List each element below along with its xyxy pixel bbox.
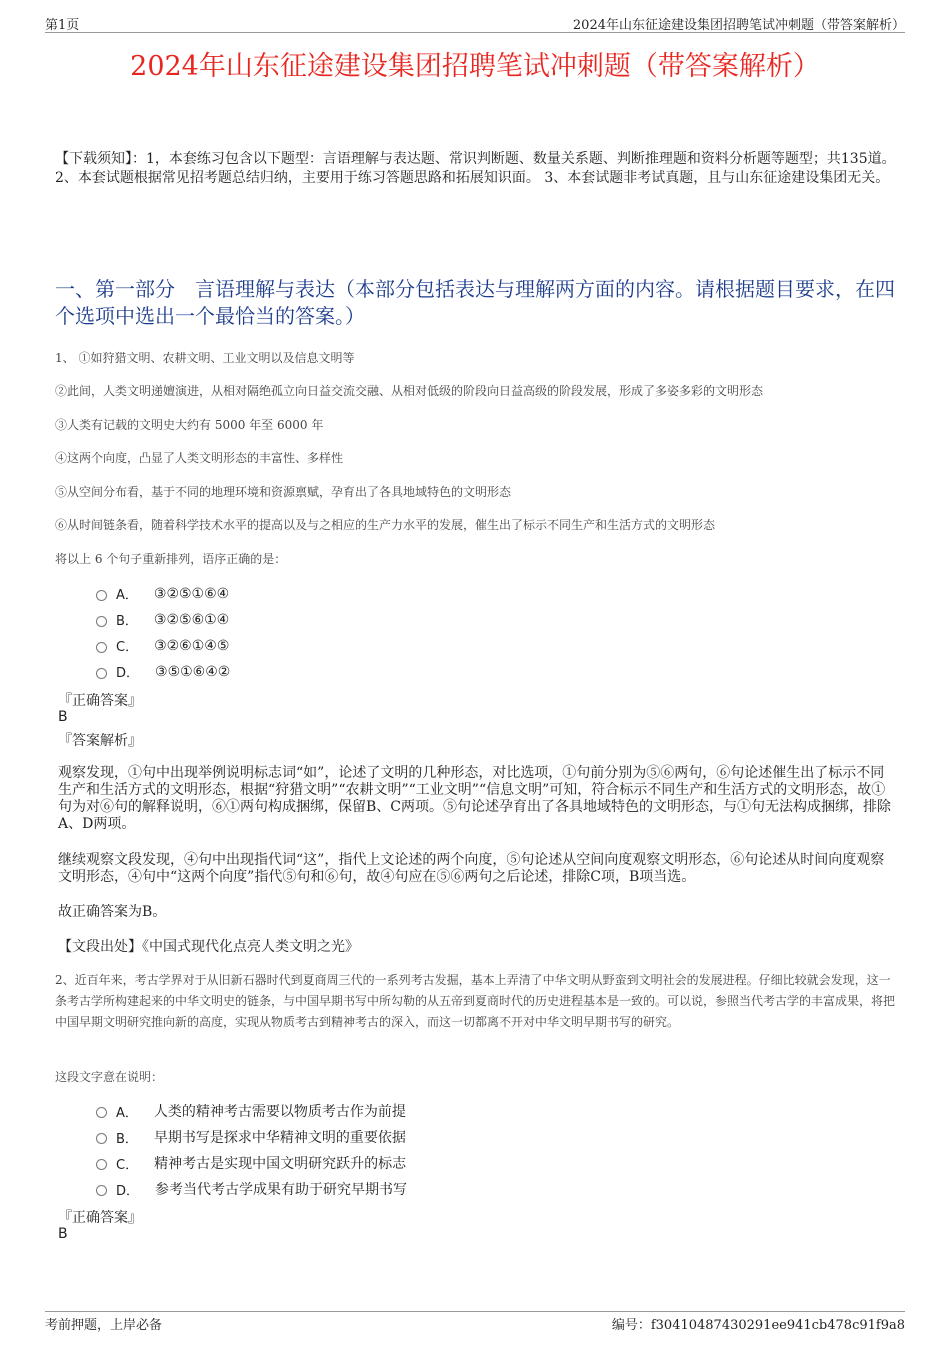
radio-icon[interactable] xyxy=(96,616,107,627)
q1-line-5: ⑤从空间分布看，基于不同的地理环境和资源禀赋，孕育出了各具地域特色的文明形态 xyxy=(55,485,512,499)
radio-icon[interactable] xyxy=(96,590,107,601)
q1-answer-label: 『正确答案』 xyxy=(58,693,142,709)
option-text: 精神考古是实现中国文明研究跃升的标志 xyxy=(154,1156,407,1172)
option-letter: B． xyxy=(116,1131,138,1147)
option-text: 人类的精神考古需要以物质考古作为前提 xyxy=(153,1104,406,1120)
q2-option-b[interactable] xyxy=(96,1127,406,1147)
option-letter: A． xyxy=(116,588,138,603)
page-title: 2024年山东征途建设集团招聘笔试冲刺题（带答案解析） xyxy=(130,51,820,82)
footer-doc-id: 编号：f30410487430291ee941cb478c91f9a8 xyxy=(611,1318,905,1333)
header-divider xyxy=(45,32,905,33)
q2-option-a[interactable] xyxy=(96,1101,406,1121)
q2-option-d[interactable] xyxy=(96,1179,407,1199)
option-text: ③②⑤⑥①④ xyxy=(153,611,230,628)
q2-answer-label: 『正确答案』 xyxy=(58,1210,142,1226)
q1-source: 【文段出处】《中国式现代化点亮人类文明之光》 xyxy=(58,939,359,955)
q2-answer: B xyxy=(58,1226,68,1242)
radio-icon[interactable] xyxy=(96,1107,107,1118)
q1-line-3: ③人类有记载的文明史大约有 5000 年至 6000 年 xyxy=(55,418,324,432)
q1-line-6: ⑥从时间链条看，随着科学技术水平的提高以及与之相应的生产力水平的发展，催生出了标示不同生产和生活方式的文明形态 xyxy=(55,518,716,532)
download-notice: 【下载须知】：1，本套练习包含以下题型：言语理解与表达题、常识判断题、数量关系题、判断推理题和资料分析题等题型；共135道。 2、本套试题根据常见招考题总结归纳，主要用于练习答题思路和拓展知识面。 3、本套试题非考试真题，且与山东征途建设集团无关。 xyxy=(55,151,896,186)
q2-option-c[interactable] xyxy=(96,1153,406,1173)
option-letter: A． xyxy=(116,1105,138,1121)
q1-line-4: ④这两个向度，凸显了人类文明形态的丰富性、多样性 xyxy=(55,451,344,465)
section-heading: 一、第一部分 言语理解与表达（本部分包括表达与理解两方面的内容。请根据题目要求，在四个选项中选出一个最恰当的答案。） xyxy=(55,277,895,328)
q1-analysis-label: 『答案解析』 xyxy=(58,733,142,749)
q1-line-1: 1、 ①如狩猎文明、农耕文明、工业文明以及信息文明等 xyxy=(55,351,355,365)
q1-analysis-conclusion: 故正确答案为B。 xyxy=(58,904,167,920)
option-text: ③⑤①⑥④② xyxy=(155,663,231,680)
q1-line-2: ②此间，人类文明递嬗演进，从相对隔绝孤立向日益交流交融、从相对低级的阶段向日益高级的阶段发展，形成了多姿多彩的文明形态 xyxy=(55,384,764,398)
option-text: 早期书写是探求中华精神文明的重要依据 xyxy=(153,1130,406,1146)
radio-icon[interactable] xyxy=(96,1185,107,1196)
q1-option-d[interactable] xyxy=(96,662,230,681)
option-letter: D． xyxy=(116,1183,140,1199)
q1-analysis-paragraph-1: 观察发现，①句中出现举例说明标志词“如”，论述了文明的几种形态，对比选项，①句前分别为⑤⑥两句，⑥句论述催生出了标示不同生产和生活方式的文明形态，根据“狩猎文明”“农耕文明”“工业文明”“信息文明”可知，符合标示不同生产和生活方式的文明形态，故①句为对⑥句的解释说明，⑥①两句构成捆绑，保留B、C两项。⑤句论述孕育出了各具地域特色的文明形态，与①句无法构成捆绑，排除A、D两项。 xyxy=(58,765,891,832)
footer-divider xyxy=(45,1311,905,1312)
option-letter: D． xyxy=(116,666,140,681)
option-text: 参考当代考古学成果有助于研究早期书写 xyxy=(155,1182,408,1198)
q1-option-a[interactable] xyxy=(96,584,229,603)
q1-question: 将以上 6 个句子重新排列，语序正确的是： xyxy=(55,552,287,566)
q1-answer: B xyxy=(58,709,68,725)
option-letter: C． xyxy=(116,1157,139,1173)
radio-icon[interactable] xyxy=(96,1159,107,1170)
radio-icon[interactable] xyxy=(96,668,107,679)
header-page-number: 第1页 xyxy=(45,18,80,33)
radio-icon[interactable] xyxy=(96,642,107,653)
q2-stem: 2、近百年来，考古学界对于从旧新石器时代到夏商周三代的一系列考古发掘，基本上弄清了中华文明从野蛮到文明社会的发展进程。仔细比较就会发现，这一条考古学所构建起来的中华文明史的链条，与中国早期书写中所勾勒的从五帝到夏商时代的历史进程基本是一致的。可以说，参照当代考古学的丰富成果，将把中国早期文明研究推向新的高度，实现从物质考古到精神考古的深入，而这一切都离不开对中华文明早期书写的研究。 xyxy=(55,973,896,1029)
footer-slogan: 考前押题，上岸必备 xyxy=(45,1318,163,1333)
header-doc-title: 2024年山东征途建设集团招聘笔试冲刺题（带答案解析） xyxy=(572,18,905,33)
q1-option-c[interactable] xyxy=(96,636,229,655)
q1-analysis-paragraph-2: 继续观察文段发现，④句中出现指代词“这”，指代上文论述的两个向度，⑤句论述从空间向度观察文明形态，⑥句论述从时间向度观察文明形态，④句中“这两个向度”指代⑤句和⑥句，故④句应在⑤⑥两句之后论述，排除C项，B项当选。 xyxy=(58,852,885,885)
radio-icon[interactable] xyxy=(96,1133,107,1144)
option-text: ③②⑤①⑥④ xyxy=(153,585,230,602)
q2-question: 这段文字意在说明： xyxy=(55,1070,164,1084)
option-letter: C． xyxy=(116,640,139,655)
option-letter: B． xyxy=(116,614,138,629)
option-text: ③②⑥①④⑤ xyxy=(154,637,230,654)
q1-option-b[interactable] xyxy=(96,610,229,629)
